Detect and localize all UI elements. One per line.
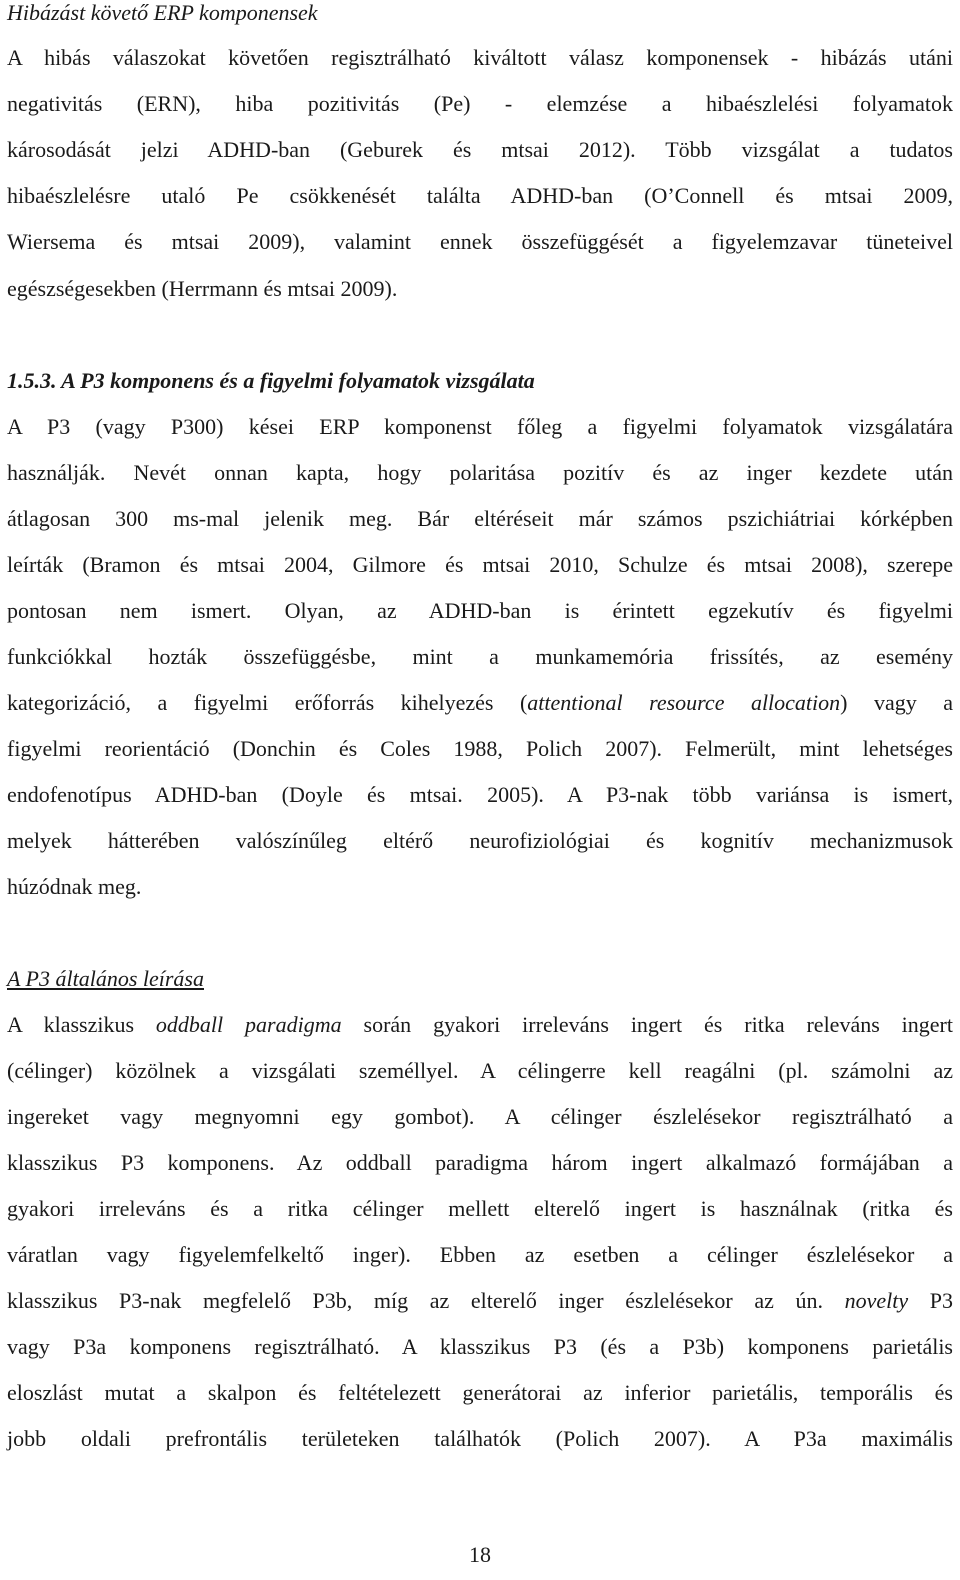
paragraph-line: jobb oldali prefrontális területeken találhatók (Polich 2007). A P3a maximális xyxy=(7,1426,953,1451)
paragraph-line: ingereket vagy megnyomni egy gombot). A célinger észlelésekor regisztrálható a xyxy=(7,1104,953,1129)
paragraph-line: klasszikus P3 komponens. Az oddball paradigma három ingert alkalmazó formájában a xyxy=(7,1150,953,1175)
text-run: klasszikus P3-nak megfelelő P3b, míg az elterelő inger észlelésekor az ún. xyxy=(7,1288,845,1313)
paragraph-line xyxy=(7,1012,953,1038)
paragraph-line: funkciókkal hozták összefüggésbe, mint a munkamemória frissítés, az esemény xyxy=(7,644,953,669)
section-heading: A P3 általános leírása xyxy=(7,966,204,991)
text-run: ) vagy a xyxy=(840,690,954,715)
paragraph-line: hibaészlelésre utaló Pe csökkenését találta ADHD-ban (O’Connell és mtsai 2009, xyxy=(7,183,953,208)
section-heading: Hibázást követő ERP komponensek xyxy=(7,0,318,25)
paragraph-line xyxy=(7,1288,953,1314)
paragraph-line: melyek hátterében valószínűleg eltérő neurofiziológiai és kognitív mechanizmusok xyxy=(7,828,953,853)
paragraph-line: vagy P3a komponens regisztrálható. A klasszikus P3 (és a P3b) komponens parietális xyxy=(7,1334,953,1359)
paragraph-line: egészségesekben (Herrmann és mtsai 2009). xyxy=(7,276,398,301)
text-run: során gyakori irreleváns ingert és ritka releváns ingert xyxy=(341,1012,953,1037)
text-run: P3 xyxy=(908,1288,953,1313)
paragraph-line: húzódnak meg. xyxy=(7,874,142,899)
paragraph-line: figyelmi reorientáció (Donchin és Coles 1988, Polich 2007). Felmerült, mint lehetséges xyxy=(7,736,953,761)
paragraph-line: pontosan nem ismert. Olyan, az ADHD-ban is érintett egzekutív és figyelmi xyxy=(7,598,953,623)
paragraph-line xyxy=(7,690,953,716)
paragraph-line: átlagosan 300 ms-mal jelenik meg. Bár eltéréseit már számos pszichiátriai kórképben xyxy=(7,506,953,531)
paragraph-line: eloszlást mutat a skalpon és feltételezett generátorai az inferior parietális, temporális és xyxy=(7,1380,953,1405)
paragraph-line: A hibás válaszokat követően regisztrálható kiváltott válasz komponensek - hibázás utáni xyxy=(7,45,953,70)
text-run: A klasszikus xyxy=(7,1012,156,1037)
paragraph-line: Wiersema és mtsai 2009), valamint ennek összefüggését a figyelemzavar tüneteivel xyxy=(7,229,953,254)
paragraph-line: használják. Nevét onnan kapta, hogy polaritása pozitív és az inger kezdete után xyxy=(7,460,953,485)
paragraph-line: károsodását jelzi ADHD-ban (Geburek és mtsai 2012). Több vizsgálat a tudatos xyxy=(7,137,953,162)
paragraph-line: leírták (Bramon és mtsai 2004, Gilmore és mtsai 2010, Schulze és mtsai 2008), szerepe xyxy=(7,552,953,577)
page-number: 18 xyxy=(469,1542,491,1567)
paragraph-line: negativitás (ERN), hiba pozitivitás (Pe) - elemzése a hibaészlelési folyamatok xyxy=(7,91,953,116)
text-run: kategorizáció, a figyelmi erőforrás kihelyezés ( xyxy=(7,690,528,715)
paragraph-line: endofenotípus ADHD-ban (Doyle és mtsai. 2005). A P3-nak több variánsa is ismert, xyxy=(7,782,953,807)
section-heading: 1.5.3. A P3 komponens és a figyelmi folyamatok vizsgálata xyxy=(7,368,535,393)
italic-term: novelty xyxy=(844,1288,909,1313)
italic-term: attentional resource allocation xyxy=(527,690,841,715)
paragraph-line: váratlan vagy figyelemfelkeltő inger). Ebben az esetben a célinger észlelésekor a xyxy=(7,1242,953,1267)
paragraph-line: A P3 (vagy P300) kései ERP komponenst főleg a figyelmi folyamatok vizsgálatára xyxy=(7,414,953,439)
paragraph-line: gyakori irreleváns és a ritka célinger mellett elterelő ingert is használnak (ritka és xyxy=(7,1196,953,1221)
paragraph-line: (célinger) közölnek a vizsgálati személlyel. A célingerre kell reagálni (pl. számolni az xyxy=(7,1058,953,1083)
italic-term: oddball paradigma xyxy=(155,1012,342,1037)
